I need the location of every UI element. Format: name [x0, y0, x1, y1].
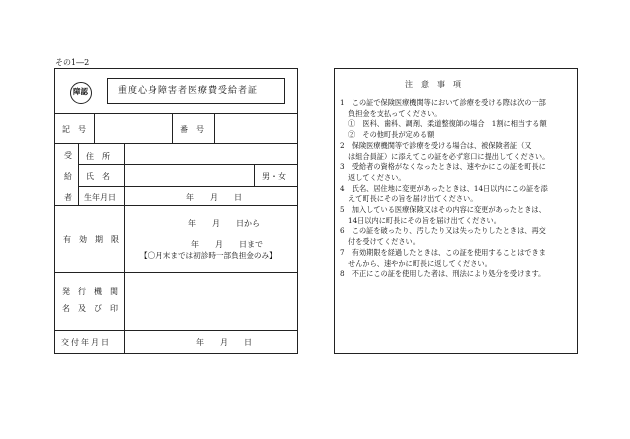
divider [54, 143, 298, 144]
note-line: 3 受給者の資格がなくなったときは、速やかにこの証を町長に [340, 162, 546, 172]
divider [254, 164, 255, 186]
valid-note: 【〇月末までは初診時一部負担金のみ】 [140, 251, 277, 260]
note-line: 7 有効期限を経過したときは、この証を使用することはできま [340, 247, 546, 257]
note-line: 1 この証で保険医療機関等において診療を受ける際は次の一部 [340, 98, 546, 107]
card-title: 重度心身障害者医療費受給者証 [118, 86, 259, 96]
name-label: 氏 名 [86, 172, 110, 181]
note-line: 14日以内に町長にその旨を届け出てください。 [348, 215, 501, 225]
note-line: 4 氏名、居住地に変更があったときは、14日以内にこの証を添 [340, 183, 548, 193]
note-line: ② その他町長が定める額 [348, 130, 435, 140]
note-line: 6 この証を破ったり、汚したり又は失ったりしたときは、再交 [340, 226, 546, 236]
note-line: 返してください。 [348, 172, 406, 182]
divider [78, 164, 298, 165]
kigo-label: 記 号 [62, 125, 86, 134]
issue-date: 年 月 日 [196, 338, 252, 347]
note-line: 負担金を支払ってください。 [348, 108, 442, 118]
note-line: 5 加入している医療保険又はその内容に変更があったときは、 [340, 205, 546, 215]
divider [124, 205, 125, 354]
sha-label: 者 [64, 193, 72, 202]
note-line: 付を受けてください。 [348, 237, 420, 247]
note-line: 2 保険医療機関等で診療を受ける場合は、被保険者証（又 [340, 140, 532, 150]
divider [94, 113, 95, 143]
birth-label: 生年月日 [84, 193, 116, 202]
notes-list [340, 98, 578, 280]
divider [54, 205, 298, 206]
note-line: せんから、速やかに町長に返してください。 [348, 258, 492, 268]
divider [78, 186, 298, 187]
birth-date: 年 月 日 [186, 193, 242, 202]
divider [54, 272, 298, 273]
stamp-text: 障認 [73, 87, 88, 96]
issuer-label-2: 名 及 び 印 [62, 304, 118, 313]
note-line: えて町長にその旨を届け出てください。 [348, 194, 478, 204]
divider [124, 143, 125, 205]
address-label: 住 所 [86, 152, 110, 161]
issue-date-label: 交付年月日 [61, 338, 111, 347]
divider [172, 113, 173, 143]
bango-label: 番 号 [180, 125, 204, 134]
note-line: 8 不正にこの証を使用した者は、刑法により処分を受けます。 [340, 269, 546, 279]
validity-label: 有 効 期 限 [63, 235, 119, 244]
divider [78, 143, 79, 205]
uke-label: 受 [64, 151, 72, 160]
divider [214, 113, 215, 143]
divider [54, 330, 298, 331]
issuer-label-1: 発 行 機 関 [62, 287, 118, 296]
valid-to: 年 月 日まで [191, 240, 263, 249]
kyu-label: 給 [64, 172, 72, 181]
note-line: ① 医科、歯科、調剤、柔道整復師の場合 1割に相当する額 [348, 119, 547, 129]
form-number: その1―2 [55, 58, 90, 67]
divider [54, 113, 298, 114]
sex-field: 男・女 [262, 172, 286, 181]
note-line: は組合員証）に添えてこの証を必ず窓口に提出してください。 [348, 151, 550, 161]
notes-title: 注 意 事 項 [405, 80, 461, 89]
valid-from: 年 月 日から [188, 219, 260, 228]
